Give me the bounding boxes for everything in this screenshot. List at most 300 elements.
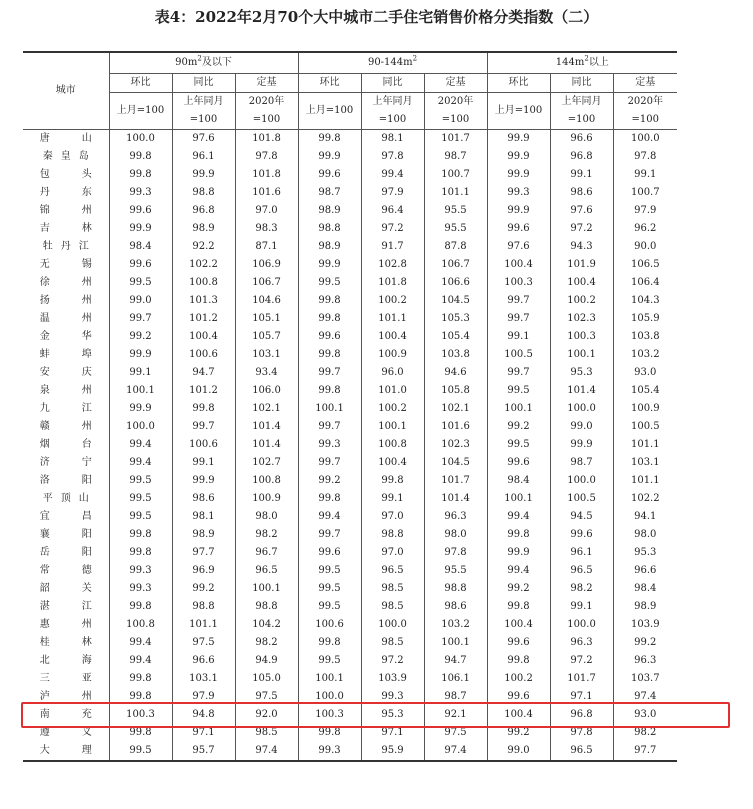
value-cell: 100.3 [487, 274, 550, 292]
value-cell: 98.5 [235, 724, 298, 742]
value-cell: 97.6 [550, 202, 613, 220]
city-name: 温 州 [39, 313, 92, 324]
value-cell: 99.6 [487, 220, 550, 238]
value-cell: 100.0 [298, 688, 361, 706]
value-cell: 102.1 [235, 400, 298, 418]
value-cell: 100.2 [361, 292, 424, 310]
table-row [23, 634, 677, 652]
value-cell: 95.3 [361, 706, 424, 724]
value-cell: 99.3 [487, 184, 550, 202]
value-cell: 95.5 [424, 562, 487, 580]
sub-header-cell: 同比 [361, 74, 424, 93]
value-cell: 98.1 [172, 508, 235, 526]
value-cell: 99.6 [487, 688, 550, 706]
value-cell: 104.3 [613, 292, 677, 310]
value-cell: 100.2 [550, 292, 613, 310]
value-cell: 102.3 [550, 310, 613, 328]
table-row [23, 382, 677, 400]
value-cell: 99.5 [298, 580, 361, 598]
city-name: 大 理 [39, 745, 92, 756]
value-cell: 101.1 [361, 310, 424, 328]
value-cell: 101.2 [172, 310, 235, 328]
value-cell: 101.1 [613, 436, 677, 454]
value-cell: 98.9 [613, 598, 677, 616]
value-cell: 99.7 [298, 454, 361, 472]
table-row [23, 166, 677, 184]
value-cell: 96.7 [235, 544, 298, 562]
group-header-large: $144m^2$以上 [487, 52, 677, 74]
value-cell: 94.1 [613, 508, 677, 526]
value-cell: 97.1 [550, 688, 613, 706]
value-cell: 99.9 [487, 202, 550, 220]
value-cell: 99.2 [613, 634, 677, 652]
value-cell: 99.8 [109, 148, 172, 166]
value-cell: 99.4 [109, 454, 172, 472]
value-cell: 101.7 [550, 670, 613, 688]
city-name: 湛 江 [39, 601, 92, 612]
value-cell: 100.9 [235, 490, 298, 508]
value-cell: 94.3 [550, 238, 613, 256]
value-cell: 95.9 [361, 742, 424, 761]
city-cell [23, 562, 109, 580]
city-cell [23, 670, 109, 688]
group-header-medium: $90-144m^2$ [298, 52, 487, 74]
value-cell: 97.8 [424, 544, 487, 562]
value-cell: 105.0 [235, 670, 298, 688]
base-line-1: 上月=100 [305, 105, 354, 116]
price-index-table [23, 51, 677, 762]
value-cell: 100.1 [298, 400, 361, 418]
base-header-cell [613, 93, 677, 130]
city-cell [23, 652, 109, 670]
value-cell: 99.1 [550, 166, 613, 184]
table-row [23, 256, 677, 274]
city-cell [23, 688, 109, 706]
value-cell: 97.0 [361, 508, 424, 526]
base-header-cell [172, 93, 235, 130]
value-cell: 97.5 [235, 688, 298, 706]
value-cell: 99.5 [109, 274, 172, 292]
value-cell: 93.4 [235, 364, 298, 382]
value-cell: 99.7 [298, 418, 361, 436]
value-cell: 106.4 [613, 274, 677, 292]
base-line-2: =100 [567, 114, 596, 125]
value-cell: 100.1 [550, 346, 613, 364]
city-cell [23, 328, 109, 346]
table-row [23, 472, 677, 490]
city-cell [23, 256, 109, 274]
value-cell: 99.8 [298, 490, 361, 508]
city-cell [23, 202, 109, 220]
value-cell: 106.7 [424, 256, 487, 274]
value-cell: 97.9 [613, 202, 677, 220]
value-cell: 100.0 [550, 400, 613, 418]
city-name: 蚌 埠 [39, 349, 92, 360]
value-cell: 98.7 [424, 148, 487, 166]
city-name: 秦 皇 岛 [42, 151, 89, 162]
value-cell: 94.7 [172, 364, 235, 382]
value-cell: 106.9 [235, 256, 298, 274]
value-cell: 101.4 [424, 490, 487, 508]
sub-header-cell: 定基 [424, 74, 487, 93]
value-cell: 92.1 [424, 706, 487, 724]
value-cell: 99.8 [487, 652, 550, 670]
table-row [23, 346, 677, 364]
sub-header-cell: 定基 [613, 74, 677, 93]
value-cell: 98.8 [298, 220, 361, 238]
value-cell: 99.8 [298, 292, 361, 310]
value-cell: 106.0 [235, 382, 298, 400]
value-cell: 99.9 [487, 130, 550, 149]
value-cell: 97.8 [550, 724, 613, 742]
value-cell: 93.0 [613, 706, 677, 724]
value-cell: 95.5 [424, 220, 487, 238]
value-cell: 97.8 [613, 148, 677, 166]
value-cell: 97.9 [172, 688, 235, 706]
value-cell: 98.7 [550, 454, 613, 472]
city-cell [23, 274, 109, 292]
value-cell: 99.6 [298, 328, 361, 346]
value-cell: 101.1 [424, 184, 487, 202]
value-cell: 98.9 [172, 220, 235, 238]
value-cell: 100.8 [235, 472, 298, 490]
value-cell: 96.8 [550, 148, 613, 166]
value-cell: 102.8 [361, 256, 424, 274]
city-name: 丹 东 [39, 187, 92, 198]
sub-header-cell: 定基 [235, 74, 298, 93]
value-cell: 99.7 [298, 526, 361, 544]
table-row [23, 184, 677, 202]
value-cell: 99.4 [109, 652, 172, 670]
value-cell: 99.2 [487, 418, 550, 436]
value-cell: 100.1 [487, 490, 550, 508]
value-cell: 100.4 [487, 616, 550, 634]
value-cell: 99.2 [487, 724, 550, 742]
city-name: 吉 林 [39, 223, 92, 234]
base-header-cell [550, 93, 613, 130]
value-cell: 99.6 [487, 454, 550, 472]
value-cell: 99.6 [298, 544, 361, 562]
city-name: 安 庆 [39, 367, 92, 378]
value-cell: 105.4 [424, 328, 487, 346]
value-cell: 99.6 [109, 202, 172, 220]
value-cell: 102.2 [613, 490, 677, 508]
sub-header-cell: 环比 [487, 74, 550, 93]
table-row [23, 328, 677, 346]
city-cell [23, 580, 109, 598]
table-row [23, 310, 677, 328]
value-cell: 96.6 [613, 562, 677, 580]
value-cell: 99.0 [550, 418, 613, 436]
value-cell: 103.9 [361, 670, 424, 688]
city-name: 三 亚 [39, 673, 92, 684]
city-cell [23, 292, 109, 310]
value-cell: 100.2 [361, 400, 424, 418]
value-cell: 97.2 [550, 652, 613, 670]
value-cell: 100.7 [424, 166, 487, 184]
value-cell: 106.1 [424, 670, 487, 688]
table-row [23, 508, 677, 526]
value-cell: 99.5 [298, 598, 361, 616]
value-cell: 101.8 [235, 166, 298, 184]
value-cell: 103.2 [424, 616, 487, 634]
value-cell: 99.8 [487, 526, 550, 544]
base-header-cell [361, 93, 424, 130]
value-cell: 99.7 [487, 364, 550, 382]
value-cell: 99.5 [298, 652, 361, 670]
city-cell [23, 472, 109, 490]
base-line-2: =100 [189, 114, 218, 125]
city-name: 洛 阳 [39, 475, 92, 486]
value-cell: 97.1 [361, 724, 424, 742]
value-cell: 100.0 [109, 130, 172, 149]
value-cell: 99.8 [109, 724, 172, 742]
value-cell: 102.1 [424, 400, 487, 418]
value-cell: 99.5 [109, 742, 172, 761]
value-cell: 100.8 [109, 616, 172, 634]
value-cell: 105.1 [235, 310, 298, 328]
table-row [23, 436, 677, 454]
value-cell: 94.6 [424, 364, 487, 382]
city-cell [23, 634, 109, 652]
city-cell [23, 238, 109, 256]
table-row [23, 130, 677, 149]
value-cell: 100.4 [487, 256, 550, 274]
value-cell: 101.1 [613, 472, 677, 490]
base-line-1: 2020年 [437, 96, 474, 107]
city-name: 韶 关 [39, 583, 92, 594]
city-name: 遵 义 [39, 727, 92, 738]
table-row [23, 652, 677, 670]
value-cell: 97.8 [361, 148, 424, 166]
value-cell: 99.8 [109, 544, 172, 562]
value-cell: 99.8 [109, 670, 172, 688]
value-cell: 99.8 [487, 598, 550, 616]
city-cell [23, 706, 109, 724]
base-header-cell [109, 93, 172, 130]
value-cell: 97.4 [613, 688, 677, 706]
table-row [23, 526, 677, 544]
city-cell [23, 184, 109, 202]
value-cell: 101.8 [235, 130, 298, 149]
city-name: 赣 州 [39, 421, 92, 432]
value-cell: 95.5 [424, 202, 487, 220]
value-cell: 101.6 [424, 418, 487, 436]
city-cell [23, 310, 109, 328]
city-cell [23, 436, 109, 454]
value-cell: 103.1 [613, 454, 677, 472]
base-line-1: 2020年 [248, 96, 285, 107]
value-cell: 100.6 [298, 616, 361, 634]
city-name: 泉 州 [39, 385, 92, 396]
value-cell: 100.5 [487, 346, 550, 364]
value-cell: 100.1 [487, 400, 550, 418]
value-cell: 98.6 [550, 184, 613, 202]
table-row [23, 364, 677, 382]
value-cell: 99.3 [109, 580, 172, 598]
base-header-cell [487, 93, 550, 130]
city-cell [23, 490, 109, 508]
value-cell: 96.3 [550, 634, 613, 652]
value-cell: 98.5 [361, 580, 424, 598]
table-row [23, 580, 677, 598]
value-cell: 100.0 [550, 616, 613, 634]
city-name: 宜 昌 [39, 511, 92, 522]
table-body [23, 130, 677, 762]
value-cell: 97.7 [613, 742, 677, 761]
value-cell: 98.4 [613, 580, 677, 598]
value-cell: 96.6 [172, 652, 235, 670]
table-row [23, 670, 677, 688]
value-cell: 100.4 [550, 274, 613, 292]
value-cell: 102.2 [172, 256, 235, 274]
value-cell: 99.8 [298, 130, 361, 149]
base-header-row [23, 93, 677, 130]
value-cell: 99.0 [109, 292, 172, 310]
value-cell: 100.4 [172, 328, 235, 346]
value-cell: 97.5 [424, 724, 487, 742]
value-cell: 97.2 [550, 220, 613, 238]
table-row [23, 490, 677, 508]
value-cell: 102.7 [235, 454, 298, 472]
city-name: 唐 山 [39, 133, 92, 144]
value-cell: 106.6 [424, 274, 487, 292]
base-line-1: 2020年 [627, 96, 664, 107]
city-name: 北 海 [39, 655, 92, 666]
value-cell: 98.8 [361, 526, 424, 544]
table-row [23, 724, 677, 742]
value-cell: 103.8 [424, 346, 487, 364]
value-cell: 101.4 [235, 418, 298, 436]
value-cell: 97.1 [172, 724, 235, 742]
table-header [23, 52, 677, 130]
value-cell: 91.7 [361, 238, 424, 256]
value-cell: 99.3 [109, 562, 172, 580]
table-row [23, 706, 677, 724]
value-cell: 100.0 [109, 418, 172, 436]
city-name: 无 锡 [39, 259, 92, 270]
city-header: 城市 [23, 52, 109, 130]
value-cell: 99.1 [109, 364, 172, 382]
table-row [23, 400, 677, 418]
value-cell: 99.9 [487, 544, 550, 562]
table-row [23, 742, 677, 761]
value-cell: 98.9 [172, 526, 235, 544]
value-cell: 97.0 [361, 544, 424, 562]
city-cell [23, 526, 109, 544]
value-cell: 100.1 [361, 418, 424, 436]
value-cell: 100.3 [550, 328, 613, 346]
value-cell: 105.4 [613, 382, 677, 400]
city-cell [23, 544, 109, 562]
value-cell: 99.6 [298, 166, 361, 184]
value-cell: 98.5 [361, 598, 424, 616]
city-name: 惠 州 [39, 619, 92, 630]
value-cell: 104.5 [424, 292, 487, 310]
value-cell: 96.8 [550, 706, 613, 724]
value-cell: 99.2 [172, 580, 235, 598]
value-cell: 104.6 [235, 292, 298, 310]
sub-header-cell: 环比 [109, 74, 172, 93]
value-cell: 100.6 [172, 346, 235, 364]
value-cell: 106.5 [613, 256, 677, 274]
value-cell: 99.9 [109, 346, 172, 364]
value-cell: 103.1 [172, 670, 235, 688]
value-cell: 96.5 [550, 742, 613, 761]
table-row [23, 454, 677, 472]
value-cell: 99.8 [298, 724, 361, 742]
value-cell: 97.2 [361, 652, 424, 670]
value-cell: 100.8 [172, 274, 235, 292]
value-cell: 93.0 [613, 364, 677, 382]
value-cell: 103.1 [235, 346, 298, 364]
value-cell: 99.8 [172, 400, 235, 418]
value-cell: 95.3 [550, 364, 613, 382]
value-cell: 95.7 [172, 742, 235, 761]
value-cell: 103.2 [613, 346, 677, 364]
city-name: 泸 州 [39, 691, 92, 702]
value-cell: 101.3 [172, 292, 235, 310]
value-cell: 98.9 [298, 202, 361, 220]
base-line-1: 上月=100 [116, 105, 165, 116]
value-cell: 105.3 [424, 310, 487, 328]
value-cell: 101.8 [361, 274, 424, 292]
base-line-2: =100 [252, 114, 281, 125]
value-cell: 100.7 [613, 184, 677, 202]
city-cell [23, 166, 109, 184]
table-row [23, 598, 677, 616]
value-cell: 101.0 [361, 382, 424, 400]
value-cell: 99.9 [109, 220, 172, 238]
value-cell: 99.1 [172, 454, 235, 472]
value-cell: 97.4 [424, 742, 487, 761]
city-name: 烟 台 [39, 439, 92, 450]
value-cell: 99.0 [487, 742, 550, 761]
value-cell: 100.4 [487, 706, 550, 724]
value-cell: 92.0 [235, 706, 298, 724]
value-cell: 99.2 [487, 580, 550, 598]
value-cell: 99.1 [361, 490, 424, 508]
base-line-1: 上年同月 [372, 96, 413, 107]
value-cell: 100.0 [550, 472, 613, 490]
city-name: 九 江 [39, 403, 92, 414]
city-name: 扬 州 [39, 295, 92, 306]
base-header-cell [235, 93, 298, 130]
value-cell: 99.9 [109, 400, 172, 418]
value-cell: 99.9 [172, 166, 235, 184]
city-name: 包 头 [39, 169, 92, 180]
base-header-cell [298, 93, 361, 130]
table-row [23, 688, 677, 706]
city-name: 牡 丹 江 [42, 241, 89, 252]
city-cell [23, 364, 109, 382]
city-name: 锦 州 [39, 205, 92, 216]
value-cell: 99.6 [550, 526, 613, 544]
value-cell: 96.5 [550, 562, 613, 580]
table-title: 表4：2022年2月70个大中城市二手住宅销售价格分类指数（二） [154, 8, 599, 26]
value-cell: 98.8 [172, 184, 235, 202]
city-cell [23, 346, 109, 364]
value-cell: 98.4 [109, 238, 172, 256]
value-cell: 96.1 [550, 544, 613, 562]
table-row [23, 418, 677, 436]
value-cell: 99.4 [109, 436, 172, 454]
value-cell: 90.0 [613, 238, 677, 256]
city-cell [23, 724, 109, 742]
value-cell: 99.8 [298, 382, 361, 400]
value-cell: 96.5 [361, 562, 424, 580]
value-cell: 94.9 [235, 652, 298, 670]
